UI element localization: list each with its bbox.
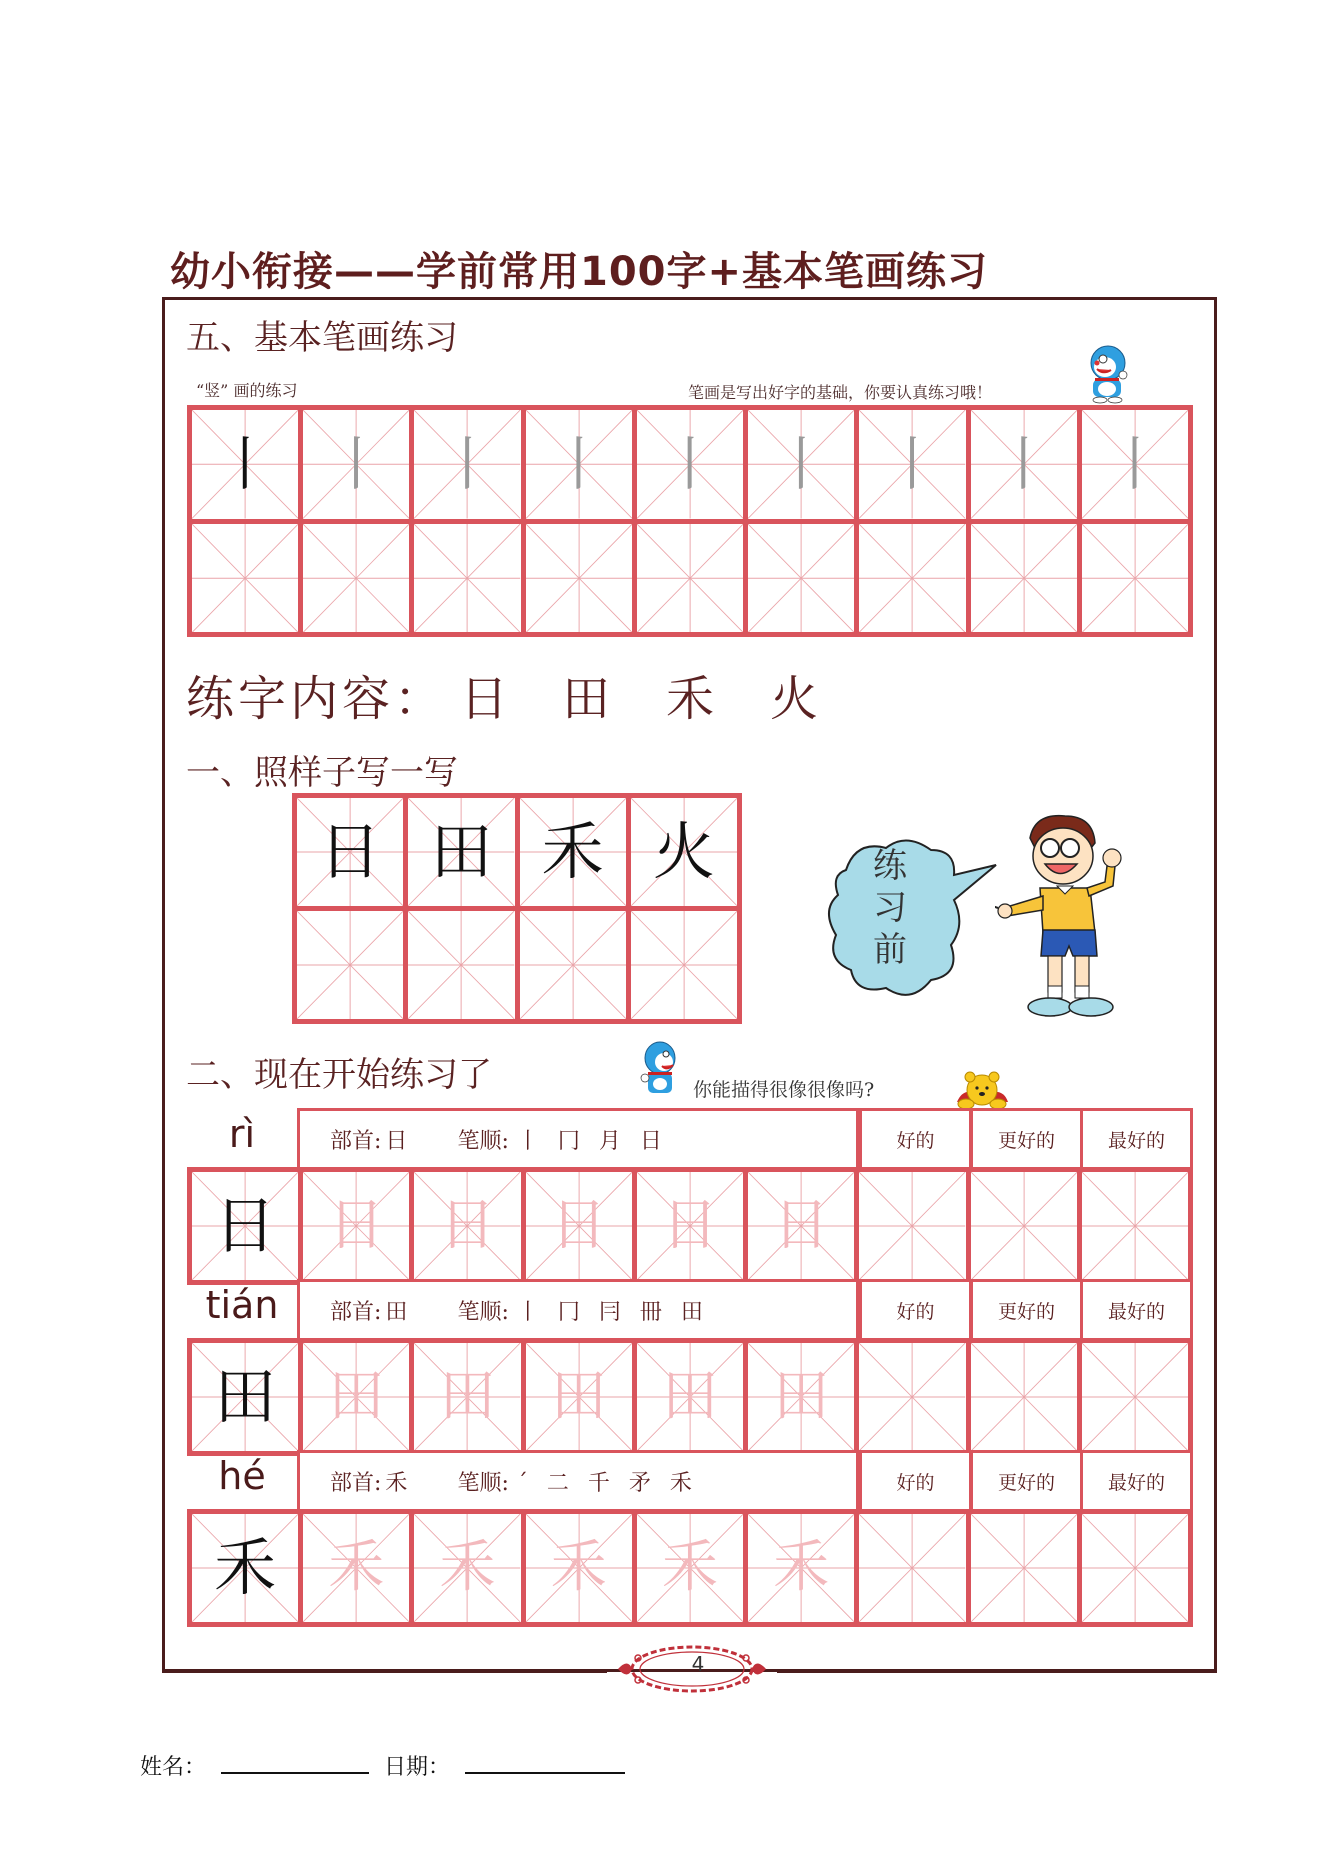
character-trace-cell[interactable] [414, 1343, 520, 1451]
character-write-cell[interactable] [1082, 1514, 1188, 1622]
character-example-cell [192, 1172, 298, 1280]
character-write-cell[interactable] [971, 1514, 1077, 1622]
character-trace-cell[interactable] [526, 1343, 632, 1451]
cell-character: 田 [214, 1360, 277, 1433]
stroke-trace-cell[interactable] [971, 410, 1077, 519]
mi-grid-guide-icon [971, 1514, 1077, 1622]
character-info-header [297, 1108, 859, 1170]
practice-prompt: 你能描得很像很像吗? [693, 1079, 875, 1101]
stroke-trace-cell[interactable] [637, 410, 743, 519]
stroke-write-cell[interactable] [1082, 524, 1188, 633]
rating-header-3: 最好的 [1080, 1450, 1193, 1512]
bubble-char-2: 习 [873, 888, 907, 928]
character-trace-cell[interactable] [637, 1343, 743, 1451]
character-write-cell[interactable] [859, 1343, 965, 1451]
cell-character: 火 [652, 815, 715, 888]
copy-write-cell[interactable] [520, 911, 626, 1019]
cell-character: 日 [328, 1193, 385, 1258]
radical-value: 禾 [385, 1470, 408, 1496]
radical-value: 日 [385, 1128, 408, 1154]
cell-character: 丨 [549, 430, 608, 499]
character-trace-cell[interactable] [748, 1343, 854, 1451]
rating-header-2: 更好的 [970, 1450, 1083, 1512]
nobita-illustration [995, 808, 1135, 1023]
rating-header-3: 最好的 [1080, 1108, 1193, 1170]
character-write-cell[interactable] [1082, 1172, 1188, 1280]
stroke-write-cell[interactable] [192, 524, 298, 633]
character-trace-cell[interactable] [526, 1514, 632, 1622]
mi-grid-guide-icon [859, 1343, 965, 1451]
mi-grid-guide-icon [1082, 1343, 1188, 1451]
stroke-section-heading: 五、基本笔画练习 [186, 318, 458, 358]
mi-grid-guide-icon [520, 911, 626, 1019]
stroke-write-cell[interactable] [526, 524, 632, 633]
mi-grid-guide-icon [637, 524, 743, 633]
date-label: 日期： [384, 1755, 451, 1780]
mi-grid-guide-icon [192, 524, 298, 633]
mi-grid-guide-icon [859, 1514, 965, 1622]
stroke-order-value: 丨 冂 冃 冊 田 [516, 1299, 709, 1325]
cell-character: 禾 [661, 1535, 718, 1600]
character-example-cell [192, 1514, 298, 1622]
cell-character: 田 [328, 1364, 385, 1429]
copy-write-cell[interactable] [408, 911, 514, 1019]
copy-section-heading: 一、照样子写一写 [186, 753, 458, 793]
cell-character: 日 [439, 1193, 496, 1258]
stroke-label: “竖” 画的练习 [196, 381, 298, 400]
stroke-trace-cell[interactable] [748, 410, 854, 519]
pinyin-label: hé [218, 1454, 266, 1498]
rating-header-2: 更好的 [970, 1279, 1083, 1341]
character-write-cell[interactable] [971, 1343, 1077, 1451]
radical-value: 田 [385, 1299, 408, 1325]
character-write-cell[interactable] [859, 1172, 965, 1280]
character-write-cell[interactable] [859, 1514, 965, 1622]
stroke-write-cell[interactable] [859, 524, 965, 633]
stroke-order-value: ˊ 二 千 矛 禾 [516, 1470, 698, 1496]
name-input[interactable] [221, 1752, 369, 1774]
cell-character: 日 [550, 1193, 607, 1258]
mi-grid-guide-icon [631, 911, 737, 1019]
cell-character: 丨 [660, 430, 719, 499]
cell-character: 禾 [328, 1535, 385, 1600]
stroke-order-value: 丨 冂 月 日 [516, 1128, 668, 1154]
copy-write-cell[interactable] [631, 911, 737, 1019]
practice-char-4: 火 [770, 671, 819, 727]
cell-character: 丨 [327, 430, 386, 499]
mi-grid-guide-icon [1082, 524, 1188, 633]
character-trace-cell[interactable] [748, 1514, 854, 1622]
pooh-icon [952, 1070, 1012, 1110]
radical-label: 部首: [330, 1128, 382, 1154]
stroke-trace-cell[interactable] [1082, 410, 1188, 519]
practice-content-label: 练字内容： [186, 671, 447, 727]
bubble-char-3: 前 [873, 930, 907, 970]
cell-character: 丨 [438, 430, 497, 499]
rating-header-1: 好的 [859, 1279, 972, 1341]
cell-character: 日 [319, 815, 382, 888]
copy-example-cell [408, 798, 514, 906]
stroke-write-cell[interactable] [748, 524, 854, 633]
practice-section-heading: 二、现在开始练习了 [186, 1055, 492, 1095]
character-trace-cell[interactable] [303, 1172, 409, 1280]
rating-header-2: 更好的 [970, 1108, 1083, 1170]
character-practice-grid [187, 1167, 1193, 1285]
stroke-example-cell [192, 410, 298, 519]
cell-character: 丨 [772, 430, 831, 499]
character-trace-cell[interactable] [414, 1514, 520, 1622]
mi-grid-guide-icon [971, 1172, 1077, 1280]
mi-grid-guide-icon [971, 1343, 1077, 1451]
mi-grid-guide-icon [859, 524, 965, 633]
doraemon-icon-small [640, 1040, 680, 1098]
character-trace-cell[interactable] [526, 1172, 632, 1280]
stroke-write-cell[interactable] [414, 524, 520, 633]
stroke-tip: 笔画是写出好字的基础，你要认真练习哦！ [688, 383, 993, 402]
mi-grid-guide-icon [1082, 1514, 1188, 1622]
name-date-line [140, 1750, 625, 1781]
mi-grid-guide-icon [971, 524, 1077, 633]
footer-rule-left [162, 1670, 607, 1673]
stroke-trace-cell[interactable] [859, 410, 965, 519]
cell-character: 丨 [994, 430, 1053, 499]
character-trace-cell[interactable] [637, 1514, 743, 1622]
cell-character: 丨 [1105, 430, 1164, 499]
stroke-order-label: 笔顺: [457, 1128, 509, 1154]
cell-character: 禾 [439, 1535, 496, 1600]
stroke-order-label: 笔顺: [457, 1299, 509, 1325]
cell-character: 禾 [541, 815, 604, 888]
practice-char-3: 禾 [666, 671, 715, 727]
cell-character: 田 [773, 1364, 830, 1429]
character-trace-cell[interactable] [303, 1343, 409, 1451]
mi-grid-guide-icon [526, 524, 632, 633]
practice-char-1: 日 [460, 671, 509, 727]
cell-character: 日 [214, 1189, 277, 1262]
cell-character: 田 [550, 1364, 607, 1429]
footer-rule-right [777, 1670, 1217, 1673]
bubble-char-1: 练 [873, 846, 907, 886]
cell-character: 日 [661, 1193, 718, 1258]
character-example-cell [192, 1343, 298, 1451]
stroke-trace-cell[interactable] [303, 410, 409, 519]
rating-header-1: 好的 [859, 1108, 972, 1170]
mi-grid-guide-icon [408, 911, 514, 1019]
cell-character: 田 [439, 1364, 496, 1429]
pinyin-label: rì [228, 1112, 256, 1156]
practice-char-2: 田 [562, 671, 611, 727]
cell-character: 田 [661, 1364, 718, 1429]
stroke-write-cell[interactable] [303, 524, 409, 633]
copy-example-cell [297, 798, 403, 906]
bubble-text [855, 845, 925, 971]
character-practice-grid [187, 1338, 1193, 1456]
name-label: 姓名： [140, 1755, 207, 1780]
cell-character: 禾 [773, 1535, 830, 1600]
pinyin-label: tián [205, 1283, 279, 1327]
copy-example-grid [292, 793, 742, 1024]
mi-grid-guide-icon [297, 911, 403, 1019]
date-input[interactable] [465, 1752, 625, 1774]
cell-character: 田 [430, 815, 493, 888]
worksheet-title: 幼小衔接——学前常用100字+基本笔画练习 [170, 249, 989, 295]
character-trace-cell[interactable] [414, 1172, 520, 1280]
radical-label: 部首: [330, 1299, 382, 1325]
copy-example-cell [631, 798, 737, 906]
cell-character: 禾 [550, 1535, 607, 1600]
stroke-trace-cell[interactable] [414, 410, 520, 519]
stroke-practice-grid [187, 405, 1193, 637]
rating-header-1: 好的 [859, 1450, 972, 1512]
stroke-write-cell[interactable] [637, 524, 743, 633]
doraemon-icon [1083, 343, 1133, 405]
character-info-header [297, 1450, 859, 1512]
radical-label: 部首: [330, 1470, 382, 1496]
cell-character: 丨 [216, 430, 275, 499]
cell-character: 丨 [883, 430, 942, 499]
cell-character: 日 [773, 1193, 830, 1258]
mi-grid-guide-icon [303, 524, 409, 633]
stroke-trace-cell[interactable] [526, 410, 632, 519]
mi-grid-guide-icon [859, 1172, 965, 1280]
page-number: 4 [691, 1652, 705, 1676]
character-write-cell[interactable] [1082, 1343, 1188, 1451]
character-trace-cell[interactable] [748, 1172, 854, 1280]
stroke-write-cell[interactable] [971, 524, 1077, 633]
character-trace-cell[interactable] [303, 1514, 409, 1622]
copy-example-cell [520, 798, 626, 906]
mi-grid-guide-icon [748, 524, 854, 633]
character-write-cell[interactable] [971, 1172, 1077, 1280]
character-practice-grid [187, 1509, 1193, 1627]
character-info-header [297, 1279, 859, 1341]
copy-write-cell[interactable] [297, 911, 403, 1019]
cell-character: 禾 [214, 1531, 277, 1604]
mi-grid-guide-icon [1082, 1172, 1188, 1280]
rating-header-3: 最好的 [1080, 1279, 1193, 1341]
stroke-order-label: 笔顺: [457, 1470, 509, 1496]
mi-grid-guide-icon [414, 524, 520, 633]
character-trace-cell[interactable] [637, 1172, 743, 1280]
